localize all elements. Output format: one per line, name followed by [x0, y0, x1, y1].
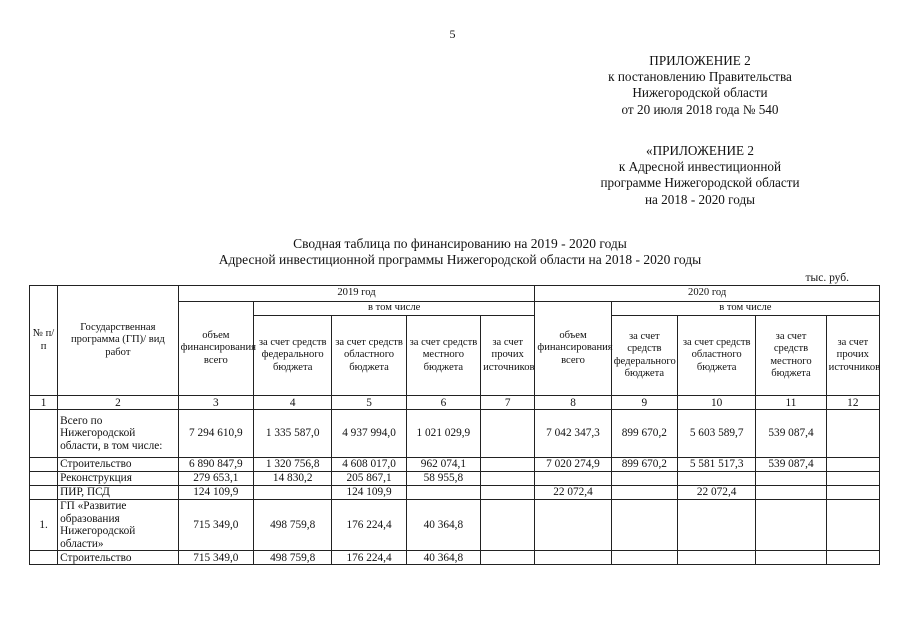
row-value-cell: 715 349,0: [178, 500, 253, 551]
row-value-cell: [826, 486, 879, 500]
row-value-cell: 176 224,4: [332, 551, 406, 565]
header-local-2020: за счет средств местного бюджета: [756, 316, 826, 396]
row-value-cell: 7 020 274,9: [535, 458, 611, 472]
row-program-name: ГП «Развитие образования Нижегородской области»: [58, 500, 179, 551]
header-local-2019: за счет средств местного бюджета: [406, 316, 480, 396]
header-federal-2019: за счет средств федерального бюджета: [254, 316, 332, 396]
header-year-2020: 2020 год: [535, 286, 880, 302]
row-value-cell: [611, 486, 677, 500]
financing-table: [29, 285, 880, 565]
column-number: 12: [826, 396, 879, 410]
column-number: 10: [677, 396, 755, 410]
row-program-name: ПИР, ПСД: [58, 486, 179, 500]
row-value-cell: 40 364,8: [406, 551, 480, 565]
appendix-subheader: [560, 143, 840, 208]
row-value-cell: 205 867,1: [332, 472, 406, 486]
row-value-cell: 4 608 017,0: [332, 458, 406, 472]
row-value-cell: [611, 472, 677, 486]
row-value-cell: [826, 472, 879, 486]
row-program-name: Строительство: [58, 458, 179, 472]
row-value-cell: [481, 410, 535, 458]
row-value-cell: 176 224,4: [332, 500, 406, 551]
row-program-name: Всего по Нижегородской области, в том числе:: [58, 410, 179, 458]
row-value-cell: [481, 458, 535, 472]
header-regional-2019: за счет средств областного бюджета: [332, 316, 406, 396]
units-label: тыс. руб.: [805, 272, 849, 284]
column-number: 7: [481, 396, 535, 410]
table-row: [30, 500, 880, 551]
table-row: [30, 486, 880, 500]
row-value-cell: [677, 500, 755, 551]
appendix-line: Нижегородской области: [632, 85, 768, 101]
row-number: 1.: [30, 500, 58, 551]
row-value-cell: [677, 472, 755, 486]
row-number: [30, 458, 58, 472]
row-value-cell: 6 890 847,9: [178, 458, 253, 472]
title-line: Адресной инвестиционной программы Нижегородской области на 2018 - 2020 годы: [218, 252, 702, 267]
row-value-cell: [406, 486, 480, 500]
row-value-cell: [826, 410, 879, 458]
row-value-cell: [756, 486, 826, 500]
row-value-cell: 279 653,1: [178, 472, 253, 486]
row-value-cell: [481, 486, 535, 500]
header-other-2020: за счет прочих источников: [826, 316, 879, 396]
row-value-cell: 498 759,8: [254, 500, 332, 551]
row-value-cell: [756, 500, 826, 551]
column-number: 8: [535, 396, 611, 410]
page-number: 5: [449, 27, 456, 41]
column-number: 2: [58, 396, 179, 410]
row-value-cell: [826, 551, 879, 565]
appendix-line: к постановлению Правительства: [608, 69, 792, 85]
row-value-cell: 40 364,8: [406, 500, 480, 551]
row-number: [30, 486, 58, 500]
row-value-cell: 58 955,8: [406, 472, 480, 486]
row-value-cell: 539 087,4: [756, 458, 826, 472]
row-value-cell: [826, 500, 879, 551]
column-number: 6: [406, 396, 480, 410]
row-value-cell: 22 072,4: [535, 486, 611, 500]
row-value-cell: [611, 500, 677, 551]
column-number: 9: [611, 396, 677, 410]
row-value-cell: [535, 500, 611, 551]
row-value-cell: [254, 486, 332, 500]
row-value-cell: [481, 500, 535, 551]
header-total-2019: объем финансирования всего: [178, 302, 253, 396]
row-program-name: Реконструкция: [58, 472, 179, 486]
row-value-cell: 1 320 756,8: [254, 458, 332, 472]
row-value-cell: 14 830,2: [254, 472, 332, 486]
row-value-cell: [756, 472, 826, 486]
row-value-cell: 498 759,8: [254, 551, 332, 565]
row-value-cell: [611, 551, 677, 565]
appendix-line: «ПРИЛОЖЕНИЕ 2: [646, 143, 754, 158]
row-value-cell: 124 109,9: [332, 486, 406, 500]
row-value-cell: [756, 551, 826, 565]
header-including-2020: в том числе: [611, 302, 879, 316]
header-year-2019: 2019 год: [178, 286, 535, 302]
appendix-header: [560, 53, 840, 118]
row-value-cell: 539 087,4: [756, 410, 826, 458]
row-value-cell: 715 349,0: [178, 551, 253, 565]
row-value-cell: [481, 551, 535, 565]
row-number: [30, 472, 58, 486]
table-row: [30, 458, 880, 472]
row-value-cell: 4 937 994,0: [332, 410, 406, 458]
row-value-cell: 5 603 589,7: [677, 410, 755, 458]
column-number: 5: [332, 396, 406, 410]
row-value-cell: 22 072,4: [677, 486, 755, 500]
header-program: Государственная программа (ГП)/ вид работ: [58, 286, 179, 396]
appendix-line: программе Нижегородской области: [600, 175, 800, 191]
row-program-name: Строительство: [58, 551, 179, 565]
header-no: № п/п: [30, 286, 58, 396]
row-number: [30, 551, 58, 565]
row-value-cell: 899 670,2: [611, 458, 677, 472]
header-federal-2020: за счет средств федерального бюджета: [611, 316, 677, 396]
row-value-cell: [535, 551, 611, 565]
row-number: [30, 410, 58, 458]
row-value-cell: 124 109,9: [178, 486, 253, 500]
row-value-cell: 1 021 029,9: [406, 410, 480, 458]
row-value-cell: [535, 472, 611, 486]
header-including-2019: в том числе: [254, 302, 535, 316]
header-total-2020: объем финансирования всего: [535, 302, 611, 396]
row-value-cell: 1 335 587,0: [254, 410, 332, 458]
column-number: 1: [30, 396, 58, 410]
table-row: [30, 472, 880, 486]
table-row: [30, 551, 880, 565]
header-regional-2020: за счет средств областного бюджета: [677, 316, 755, 396]
column-number: 4: [254, 396, 332, 410]
column-number: 3: [178, 396, 253, 410]
header-other-2019: за счет прочих источников: [481, 316, 535, 396]
row-value-cell: [826, 458, 879, 472]
row-value-cell: 899 670,2: [611, 410, 677, 458]
title-line: Сводная таблица по финансированию на 2019 - 2020 годы: [293, 236, 627, 251]
appendix-line: на 2018 - 2020 годы: [644, 191, 756, 207]
table-body: [30, 410, 880, 565]
column-number-row: [30, 396, 880, 410]
row-value-cell: [677, 551, 755, 565]
column-number: 11: [756, 396, 826, 410]
appendix-line: от 20 июля 2018 года № 540: [621, 101, 779, 117]
row-value-cell: 7 294 610,9: [178, 410, 253, 458]
row-value-cell: 962 074,1: [406, 458, 480, 472]
row-value-cell: [481, 472, 535, 486]
appendix-line: к Адресной инвестиционной: [618, 159, 782, 175]
row-value-cell: 7 042 347,3: [535, 410, 611, 458]
table-row: [30, 410, 880, 458]
appendix-line: ПРИЛОЖЕНИЕ 2: [649, 53, 751, 68]
table-title: [80, 236, 840, 268]
row-value-cell: 5 581 517,3: [677, 458, 755, 472]
